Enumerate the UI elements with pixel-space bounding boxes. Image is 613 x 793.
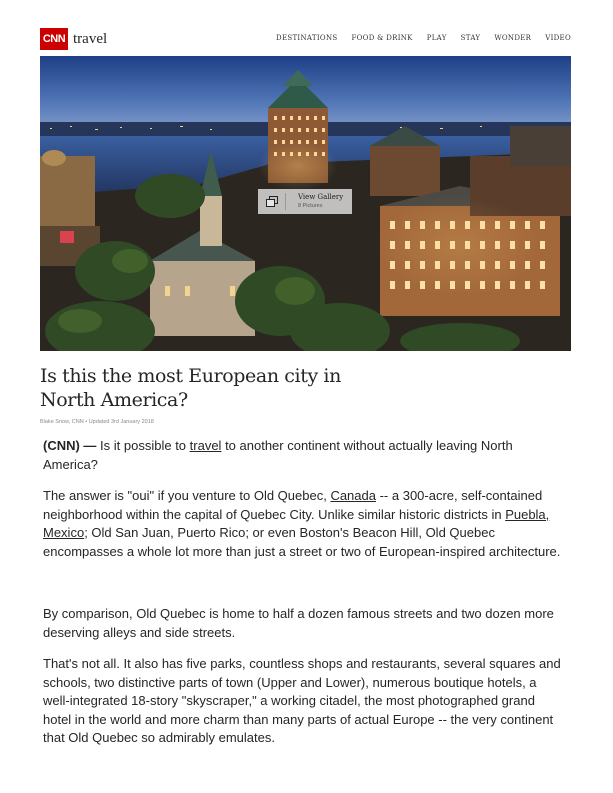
gallery-count: 8 Pictures (298, 203, 323, 209)
paragraph-4: That's not all. It also has five parks, countless shops and restaurants, several squares and schools, two distinctive parts of town (Upper and Lower), numerous boutique hotels, a well-integrated 18-story "skyscraper," a working citadel, the most photographed grand hotel in the world and more charm than many parts of actual Europe -- the very continent that Old Quebec so admirably emulates. (43, 656, 561, 745)
link-travel[interactable]: travel (189, 438, 222, 453)
link-canada[interactable]: Canada (330, 488, 376, 503)
nav-video[interactable]: VIDEO (545, 34, 571, 42)
view-gallery-button[interactable] (258, 189, 352, 214)
gallery-title: View Gallery (298, 193, 344, 201)
p1-text-2: to another continent without actually leaving North America? (43, 438, 513, 472)
cnn-logo[interactable]: CNN (40, 28, 68, 50)
paragraph-2 (43, 487, 563, 561)
nav-stay[interactable]: STAY (460, 34, 481, 42)
gallery-divider (285, 193, 286, 210)
site-header (40, 28, 571, 52)
p1-text-1: Is it possible to (96, 438, 190, 453)
hero-image[interactable] (40, 56, 571, 351)
paragraph-3: By comparison, Old Quebec is home to half a dozen famous streets and two dozen more deserving alleys and side streets. (43, 606, 554, 640)
link-puebla-mexico[interactable]: Puebla, Mexico (43, 506, 550, 540)
p2-text-1: The answer is "oui" if you venture to Old Quebec, (43, 488, 331, 503)
nav-destinations[interactable]: DESTINATIONS (276, 34, 338, 42)
brand-travel[interactable]: travel (73, 31, 108, 47)
p2-text-2: -- a 300-acre, self-contained neighborhood within the capital of Quebec City. Unlike similar historic districts in (43, 488, 543, 522)
article-headline: Is this the most European city in North America? (40, 365, 341, 411)
nav-food-drink[interactable]: FOOD & DRINK (351, 34, 413, 42)
paragraph-1 (43, 437, 563, 474)
article-byline: Blake Snow, CNN • Updated 3rd January 2018 (40, 419, 154, 425)
nav-wonder[interactable]: WONDER (494, 34, 532, 42)
main-nav (276, 34, 571, 42)
gallery-icon (266, 196, 278, 207)
nav-play[interactable]: PLAY (426, 34, 447, 42)
dateline: (CNN) — (43, 438, 97, 453)
p2-text-3: ; Old San Juan, Puerto Rico; or even Boston's Beacon Hill, Old Quebec encompasses a whole lot more than just a street or two of European-inspired architecture. (43, 525, 561, 559)
